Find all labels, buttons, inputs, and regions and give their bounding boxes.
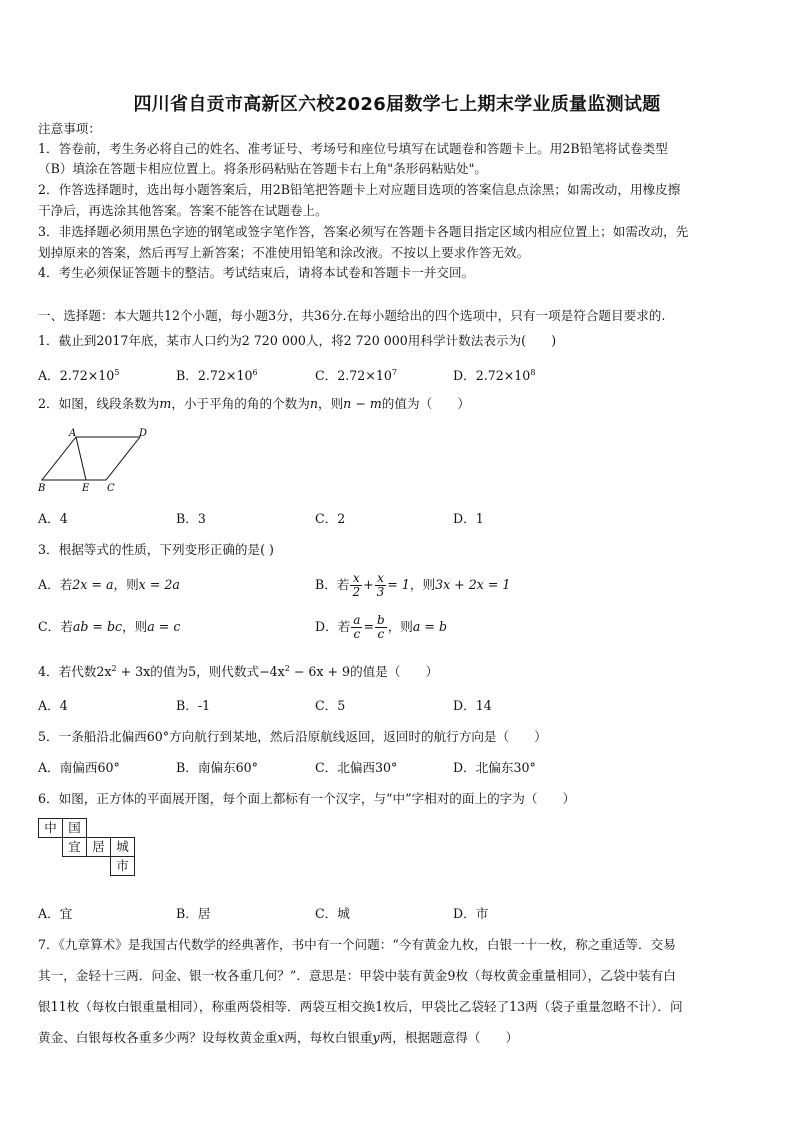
- q2-option-c: C．2: [315, 511, 346, 526]
- notice-line: （B）填涂在答题卡相应位置上。将条形码粘贴在答题卡右上角"条形码粘贴处"。: [38, 161, 488, 176]
- cube-net-figure: [38, 818, 133, 894]
- notice-line: 4．考生必须保证答题卡的整洁。考试结束后，请将本试卷和答题卡一并交回。: [38, 265, 475, 280]
- q5-option-b: B．南偏东60°: [176, 760, 258, 775]
- notice-line: 3．非选择题必须用黑色字迹的钢笔或签字笔作答，答案必须写在答题卡各题目指定区域内相应位置上；如需改动，先: [38, 224, 689, 239]
- q4-option-a: A．4: [38, 698, 68, 713]
- q1-option-d: D．$2.72\times 10^8$: [453, 368, 536, 383]
- question-1-stem: 1．截止到2017年底，某市人口约为2 720 000人，将2 720 000用科学计数法表示为( ): [38, 333, 557, 348]
- q3-option-c: C．若ab = bc，则a = c: [38, 619, 181, 634]
- q5-option-d: D．北偏东30°: [453, 760, 536, 775]
- question-3-stem: 3．根据等式的性质，下列变形正确的是( ): [38, 542, 274, 557]
- q3-option-a: A．若2x = a，则x = 2a: [38, 577, 180, 592]
- q1-option-b: B．$2.72\times 10^6$: [176, 368, 258, 383]
- cube-face: 城: [110, 837, 135, 857]
- q4-option-c: C．5: [315, 698, 346, 713]
- label-b: B: [38, 483, 46, 494]
- notice-line: 干净后，再选涂其他答案。答案不能答在试题卷上。: [38, 203, 328, 218]
- q2-parallelogram-figure: [36, 426, 156, 496]
- cube-face: 宜: [62, 837, 87, 857]
- cube-face: 国: [62, 818, 87, 838]
- cube-face: 居: [86, 837, 111, 857]
- q2-option-b: B．3: [176, 511, 206, 526]
- segment-ae: [76, 437, 86, 480]
- q1-option-c: C．$2.72\times 10^7$: [315, 368, 397, 383]
- q1-option-a: A．$2.72\times 10^5$: [38, 368, 120, 383]
- label-a: A: [69, 428, 77, 439]
- question-4-stem: 4．若代数$2x^2 + 3x$的值为5，则代数式$-4x^2 - 6x + 9$的值是（ ）: [38, 664, 439, 679]
- q2-option-d: D．1: [453, 511, 484, 526]
- q4-option-d: D．14: [453, 698, 492, 713]
- q6-option-b: B．居: [176, 906, 211, 921]
- question-7-line: 银11枚（每枚白银重量相同），称重两袋相等．两袋互相交换1枚后，甲袋比乙袋轻了13两（袋子重量忽略不计）．问: [38, 999, 683, 1014]
- notice-heading: 注意事项：: [38, 121, 101, 136]
- notice-line: 2．作答选择题时，选出每小题答案后，用2B铅笔把答题卡上对应题目选项的答案信息点涂黑；如需改动，用橡皮擦: [38, 182, 681, 197]
- label-c: C: [107, 483, 115, 494]
- question-7-line: 7．《九章算术》是我国古代数学的经典著作，书中有一个问题：“今有黄金九枚，白银一十一枚，称之重适等．交易: [38, 937, 676, 952]
- q5-option-a: A．南偏西60°: [38, 760, 120, 775]
- q6-option-d: D．市: [453, 906, 489, 921]
- notice-line: 1．答卷前，考生务必将自己的姓名、准考证号、考场号和座位号填写在试题卷和答题卡上。用2B铅笔将试卷类型: [38, 141, 668, 156]
- cube-face: 中: [38, 818, 63, 838]
- question-2-stem: 2．如图，线段条数为m，小于平角的角的个数为n，则n − m的值为（ ）: [38, 396, 470, 411]
- notice-line: 划掉原来的答案，然后再写上新答案；不准使用铅笔和涂改液。不按以上要求作答无效。: [38, 245, 530, 260]
- cube-face: 市: [110, 856, 135, 876]
- section-heading: 一、选择题：本大题共12个小题，每小题3分，共36分.在每小题给出的四个选项中，只有一项是符合题目要求的.: [38, 308, 666, 323]
- q3-option-b: B．若 $\frac{x}{2}$ + $\frac{x}{3}$ = 1，则3x + 2x = 1: [315, 571, 511, 599]
- q4-option-b: B．-1: [176, 698, 211, 713]
- q6-option-a: A．宜: [38, 906, 73, 921]
- question-5-stem: 5．一条船沿北偏西60°方向航行到某地，然后沿原航线返回，返回时的航行方向是（ ）: [38, 729, 547, 744]
- q3-option-d: D．若 $\frac{a}{c}$ = $\frac{b}{c}$ ，则a = b: [315, 613, 448, 641]
- q5-option-c: C．北偏西30°: [315, 760, 398, 775]
- question-7-line: 黄金、白银每枚各重多少两？设每枚黄金重x两，每枚白银重y两，根据题意得（ ）: [38, 1030, 519, 1045]
- label-d: D: [139, 428, 148, 439]
- parallelogram-outline: [42, 437, 140, 480]
- question-6-stem: 6．如图，正方体的平面展开图，每个面上都标有一个汉字，与“中”字相对的面上的字为（ ）: [38, 791, 576, 806]
- q6-option-c: C．城: [315, 906, 350, 921]
- question-7-line: 其一，金轻十三两．问金、银一枚各重几何？”．意思是：甲袋中装有黄金9枚（每枚黄金重量相同），乙袋中装有白: [38, 968, 676, 983]
- label-e: E: [82, 483, 90, 494]
- page-title: 四川省自贡市高新区六校2026届数学七上期末学业质量监测试题: [133, 94, 661, 115]
- q2-option-a: A．4: [38, 511, 68, 526]
